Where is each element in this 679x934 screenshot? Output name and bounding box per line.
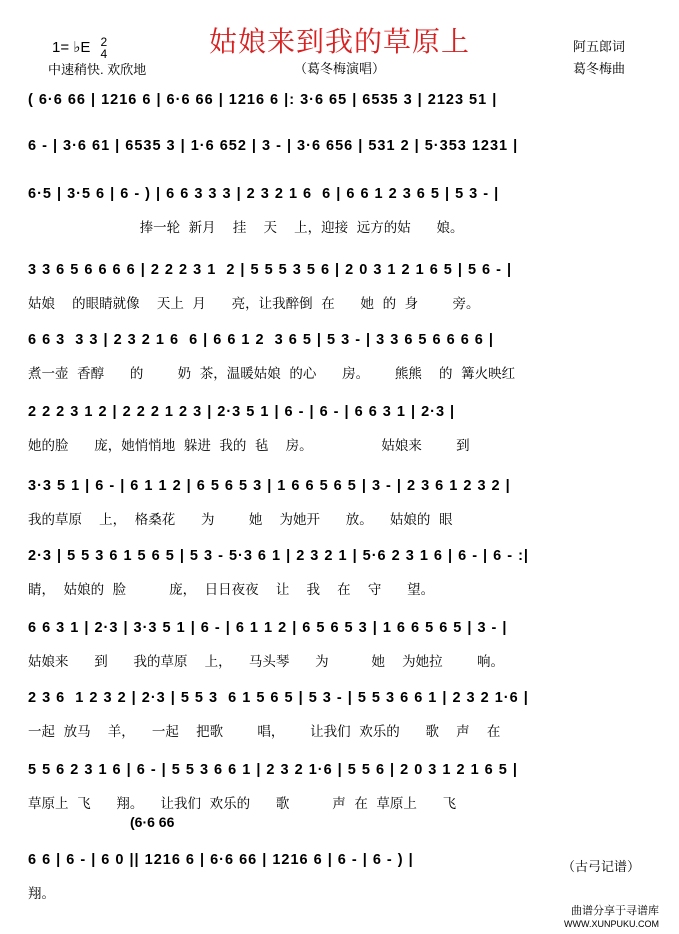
tempo-marking: 中速稍快. 欢欣地 <box>48 62 147 77</box>
song-title: 姑娘来到我的草原上 <box>208 26 470 57</box>
lyric-line: 姑娘来 到 我的草原 上， 马头琴 为 她 为她拉 响。 <box>28 654 504 670</box>
score-row <box>28 404 656 464</box>
ending-prefix: (6·6 66 <box>130 814 175 830</box>
time-top: 2 <box>100 35 108 49</box>
lyric-line: 翔。 <box>28 886 55 902</box>
notation-line: 6 6 3 1 | 2·3 | 3·3 5 1 | 6 - | 6 1 1 2 | 6 5 6 5 3 | 1 6 6 5 6 5 | 3 - | <box>28 620 508 636</box>
score-row <box>28 620 656 680</box>
notation-line: 2 3 6 1 2 3 2 | 2·3 | 5 5 3 6 1 5 6 5 | 5 3 - | 5 5 3 6 6 1 | 2 3 2 1·6 | <box>28 690 529 706</box>
notation-line: 2·3 | 5 5 3 6 1 5 6 5 | 5 3 - 5·3 6 1 | 2 3 2 1 | 5·6 2 3 1 6 | 6 - | 6 - :| <box>28 548 529 564</box>
lyric-line: 草原上 飞 翔。 让我们 欢乐的 歌 声 在 草原上 飞 <box>28 796 457 812</box>
footer-watermark <box>564 905 659 931</box>
notation-line: 2 2 2 3 1 2 | 2 2 2 1 2 3 | 2·3 5 1 | 6 - | 6 - | 6 6 3 1 | 2·3 | <box>28 404 456 420</box>
key-label: 1= ♭E <box>52 38 91 56</box>
score-row <box>28 262 656 322</box>
score-row <box>28 690 656 750</box>
lyricist-credit: 阿五郎词 <box>573 39 626 54</box>
score-row <box>28 762 656 822</box>
score-row <box>28 332 656 392</box>
lyric-line: 我的草原 上， 格桑花 为 她 为她开 放。 姑娘的 眼 <box>28 512 453 528</box>
footer-url: WWW.XUNPUKU.COM <box>564 919 659 929</box>
lyric-line: 煮一壶 香醇 的 奶 茶，温暖姑娘 的心 房。 熊熊 的 篝火映红 <box>28 366 516 382</box>
notation-line: 3 3 6 5 6 6 6 6 | 2 2 2 3 1 2 | 5 5 5 3 5 6 | 2 0 3 1 2 1 6 5 | 5 6 - | <box>28 262 513 278</box>
notation-line: ( 6·6 66 | 1216 6 | 6·6 66 | 1216 6 |: 3·6 65 | 6535 3 | 2123 51 | <box>28 92 498 108</box>
notation-line: 6 - | 3·6 61 | 6535 3 | 1·6 652 | 3 - | 3·6 656 | 531 2 | 5·353 1231 | <box>28 138 519 154</box>
notation-line: 3·3 5 1 | 6 - | 6 1 1 2 | 6 5 6 5 3 | 1 6 6 5 6 5 | 3 - | 2 3 6 1 2 3 2 | <box>28 478 511 494</box>
end-note: （古弓记谱） <box>562 859 641 874</box>
lyric-line: 睛， 姑娘的 脸 庞， 日日夜夜 让 我 在 守 望。 <box>28 582 435 598</box>
notation-line: 6 6 | 6 - | 6 0 || 1216 6 | 6·6 66 | 1216 6 | 6 - | 6 - ) | <box>28 852 414 868</box>
score-row <box>28 548 656 608</box>
notation-line: 6·5 | 3·5 6 | 6 - ) | 6 6 3 3 3 | 2 3 2 1 6 6 | 6 6 1 2 3 6 5 | 5 3 - | <box>28 186 500 202</box>
notation-line: 5 5 6 2 3 1 6 | 6 - | 5 5 3 6 6 1 | 2 3 2 1·6 | 5 5 6 | 2 0 3 1 2 1 6 5 | <box>28 762 518 778</box>
score-row <box>28 186 656 246</box>
notation-line: 6 6 3 3 3 | 2 3 2 1 6 6 | 6 6 1 2 3 6 5 | 5 3 - | 3 3 6 5 6 6 6 6 | <box>28 332 494 348</box>
score-row <box>28 478 656 538</box>
lyric-line: 她的脸 庞，她悄悄地 躲进 我的 毡 房。 姑娘来 到 <box>28 438 470 454</box>
lyric-line: 姑娘 的眼睛就像 天上 月 亮，让我醉倒 在 她 的 身 旁。 <box>28 296 480 312</box>
lyric-line: 一起 放马 羊， 一起 把歌 唱， 让我们 欢乐的 歌 声 在 <box>28 724 501 740</box>
time-bottom: 4 <box>100 47 108 61</box>
time-signature <box>101 36 108 60</box>
singer-credit: （葛冬梅演唱） <box>293 61 385 76</box>
footer-site: 曲谱分享于寻谱库 <box>571 905 659 917</box>
composer-credit: 葛冬梅曲 <box>573 61 626 76</box>
lyric-line: 捧一轮 新月 挂 天 上，迎接 远方的姑 娘。 <box>28 220 464 236</box>
key-signature <box>52 36 107 60</box>
